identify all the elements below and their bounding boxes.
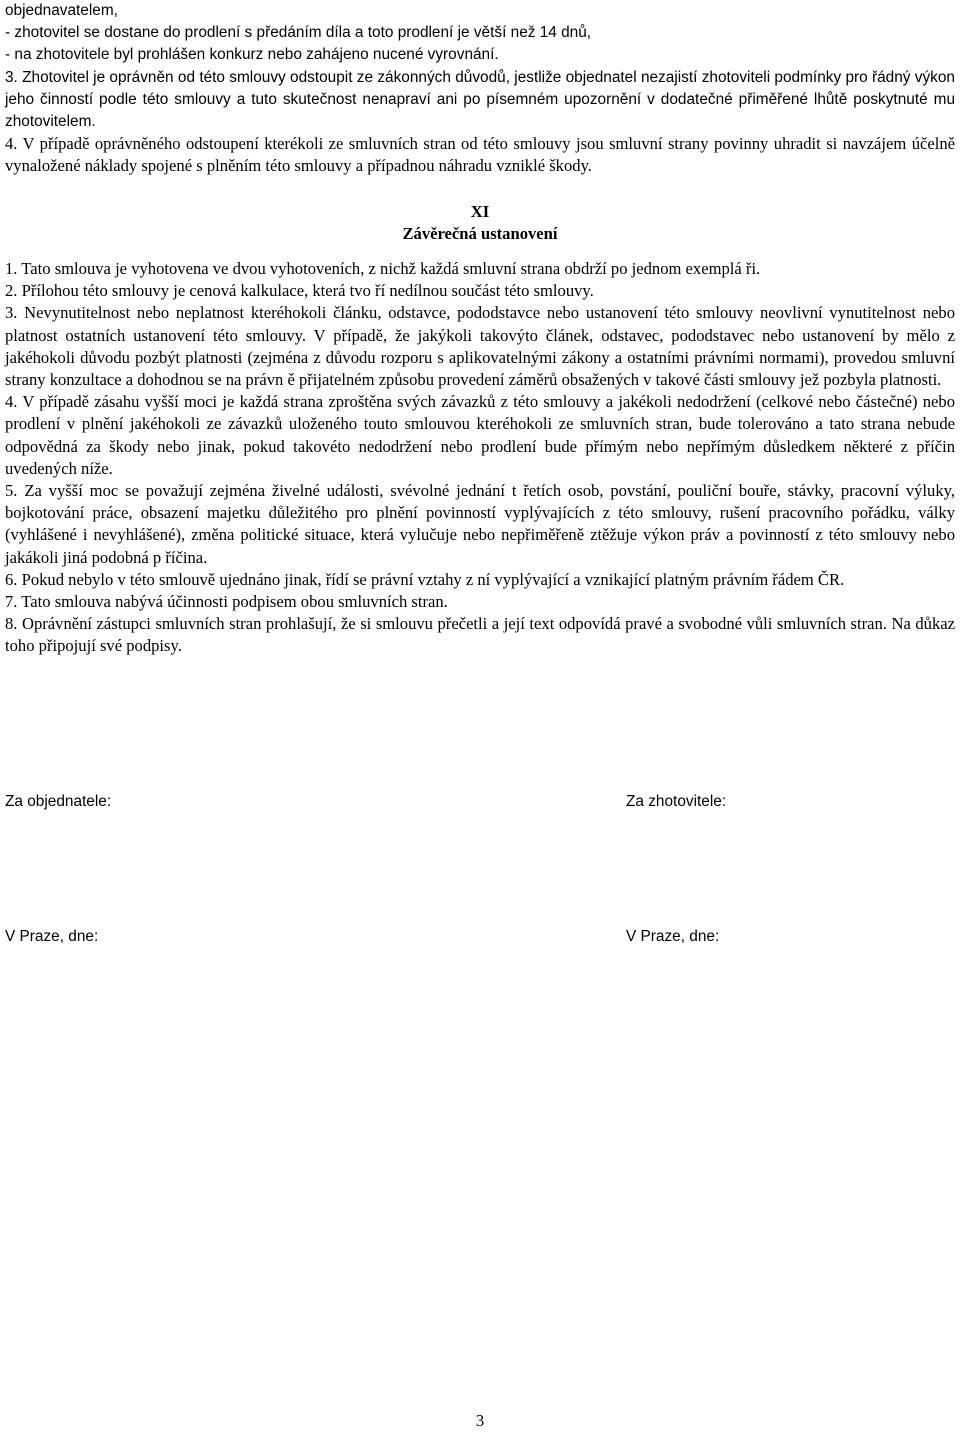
section-x-paragraph-3: 3. Zhotovitel je oprávněn od této smlouvy odstoupit ze zákonných důvodů, jestliže objednatel nezajistí zhotoviteli podmínky pro řádný výkon jeho činností podle této smlouvy a tuto skutečnost nenapraví ani po písemném upozornění v dodatečné přiměřené lhůtě poskytnuté mu zhotovitelem.: [5, 68, 955, 131]
clause-4: 4. V případě zásahu vyšší moci je každá strana zproštěna svých závazků z této smlouvy a jakékoli nedodržení (celkové nebo částečné) nebo prodlení v plnění jakéhokoli ze závazků uloženého touto smlouvou kteréhokoli ze smluvních stran, bude tolerováno a tato strana nebude odpovědná za škody nebo jinak, pokud takovéto nedodržení nebo prodlení bude přímým nebo nepřímým důsledkem některé z příčin uvedených níže.: [5, 392, 955, 478]
page-number: 3: [475, 1411, 485, 1430]
clause-5: 5. Za vyšší moc se považují zejména živelné události, svévolné jednání t řetích osob, povstání, pouliční bouře, stávky, pracovní výluky, bojkotování práce, obsazení majetku důležitého pro plnění povinností vyplývajících z této smlouvy, rušení pracovního pořádku, války (vyhlášené i nevyhlášené), změna politické situace, která vylučuje nebo nepřiměřeně ztěžuje výkon práv a povinností z této smlouvy nebo jakákoli jiná podobná p říčina.: [5, 481, 955, 567]
client-place-date: V Praze, dne:: [5, 928, 99, 945]
clause-2: 2. Přílohou této smlouvy je cenová kalkulace, která tvo ří nedílnou součást této smlouvy.: [5, 281, 594, 301]
section-x-paragraph-4: 4. V případě oprávněného odstoupení kterékoli ze smluvních stran od této smlouvy jsou smluvní strany povinny uhradit si navzájem účelně vynaložené náklady spojené s plněním této smlouvy a případnou náhradu vzniklé škody.: [5, 134, 955, 176]
client-signature-label: Za objednatele:: [5, 793, 112, 810]
clause-1: 1. Tato smlouva je vyhotovena ve dvou vyhotoveních, z nichž každá smluvní strana obdrží po jednom exemplá ři.: [5, 259, 761, 279]
clause-6: 6. Pokud nebylo v této smlouvě ujednáno jinak, řídí se právní vztahy z ní vyplývající a vznikající platným právním řádem ČR.: [5, 569, 845, 589]
intro-line-2: - zhotovitel se dostane do prodlení s předáním díla a toto prodlení je větší než 14 dnů,: [5, 24, 592, 42]
section-title: Závěrečná ustanovení: [402, 223, 558, 243]
clause-7: 7. Tato smlouva nabývá účinnosti podpisem obou smluvních stran.: [5, 592, 448, 612]
contractor-signature-label: Za zhotovitele:: [626, 793, 727, 810]
document-page: [5, 0, 955, 658]
intro-line-3: - na zhotovitele byl prohlášen konkurz nebo zahájeno nucené vyrovnání.: [5, 46, 499, 64]
contractor-place-date: V Praze, dne:: [626, 928, 720, 945]
intro-line-1: objednavatelem,: [5, 2, 118, 19]
section-number: XI: [470, 201, 490, 221]
clause-3: 3. Nevynutitelnost nebo neplatnost kteréhokoli článku, odstavce, pododstavce nebo ustanovení této smlouvy neovlivní vynutitelnost nebo platnost ostatních ustanovení této smlouvy. V případě, že jakýkoli takovýto článek, odstavec, pododstavec nebo ustanovení by mělo z jakéhokoli důvodu pozbýt platnosti (zejména z důvodu rozporu s aplikovatelnými zákony a ostatními právními normami), provedou smluvní strany konzultace a dohodnou se na právn ě přijatelném způsobu provedení záměrů obsažených v takové části smlouvy jež pozbyla platnosti.: [5, 303, 955, 390]
clause-8: 8. Oprávnění zástupci smluvních stran prohlašují, že si smlouvu přečetli a její text odpovídá pravé a svobodné vůli smluvních stran. Na důkaz toho připojují své podpisy.: [5, 614, 955, 656]
